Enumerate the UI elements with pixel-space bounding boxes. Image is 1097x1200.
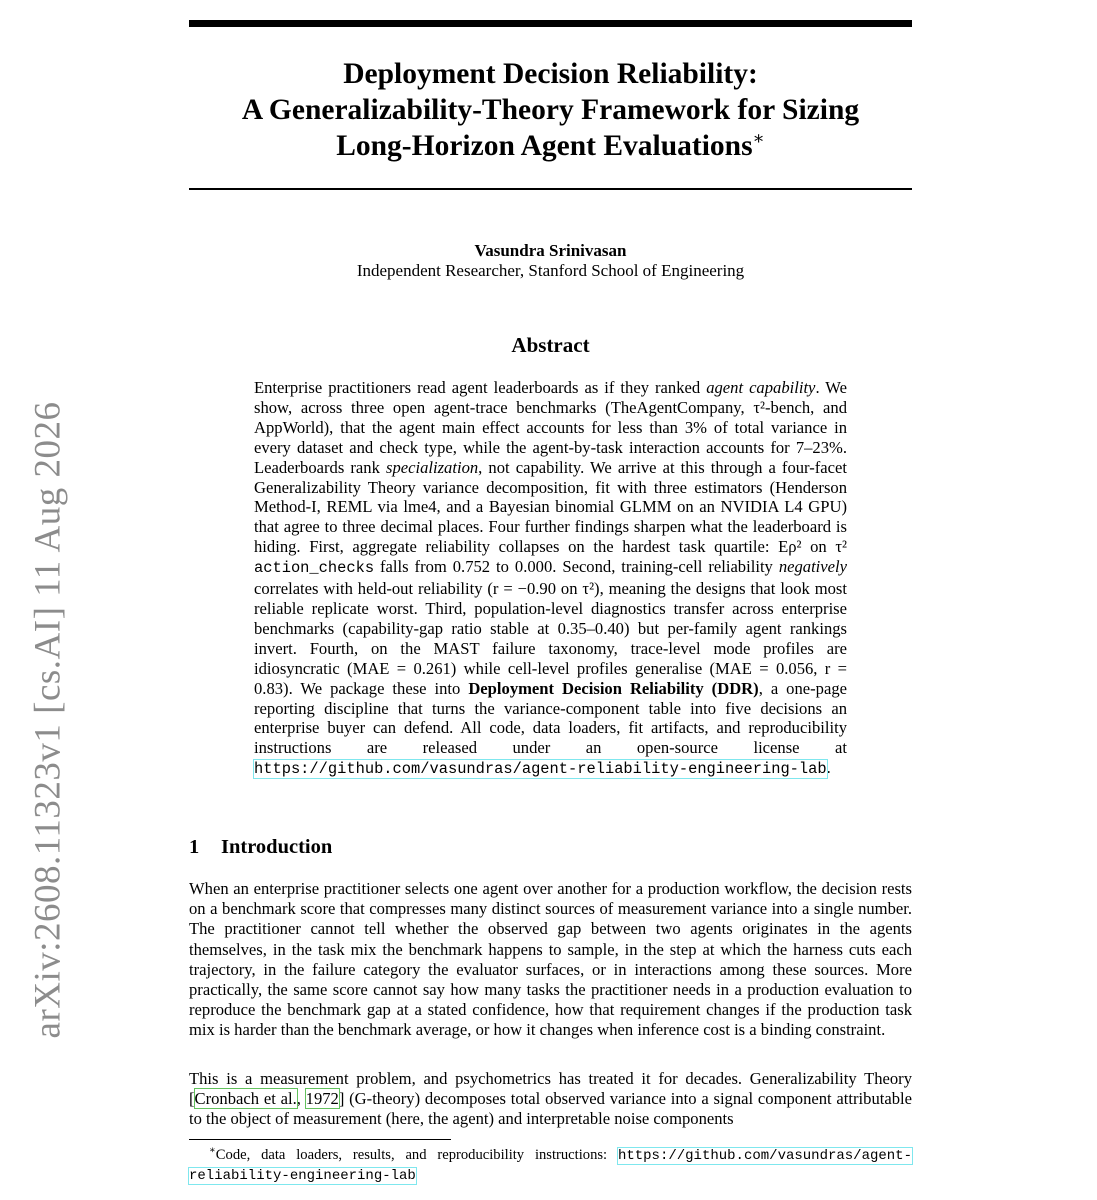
footnote-body: Code, data loaders, results, and reproducibility instructions: [215, 1146, 618, 1163]
abstract-emphasis: specialization [385, 457, 479, 477]
footnote-rule [189, 1139, 451, 1140]
abstract-heading: Abstract [511, 333, 590, 357]
paper-title [189, 56, 912, 164]
title-line-3 [189, 128, 912, 164]
intro-text: ] (G-theory) decomposes total observed variance into a signal component attributable to the object of measurement (here, the agent) and interpretable noise components [189, 1089, 912, 1129]
title-line-2: A Generalizability-Theory Framework for Sizing [241, 94, 860, 126]
abstract-text: Enterprise practitioners read agent leaderboards as if they ranked [254, 378, 707, 397]
footnote-text [189, 1141, 912, 1186]
intro-paragraph-2 [189, 1069, 912, 1130]
citation-author-link[interactable]: Cronbach et al. [194, 1089, 297, 1109]
abstract-text: . We show, across three open agent-trace benchmarks (TheAgentCompany, τ²-bench, and AppWorld), that the agent main effect accounts for less than 3% of total variance in every dataset and check type, while the agent-by-task interaction accounts for 7–23%. Leaderboards rank [254, 378, 847, 477]
title-bottom-rule [189, 188, 912, 190]
intro-paragraph-1 [189, 879, 912, 1041]
abstract-repo-link[interactable]: https://github.com/vasundras/agent-reliability-engineering-lab [254, 760, 827, 779]
section-number: 1 [189, 836, 200, 858]
abstract-code-term: action_checks [254, 559, 375, 578]
footnote-mark: ∗ [209, 1145, 216, 1156]
section-heading [189, 834, 912, 860]
intro-text: This is a measurement problem, and psychometrics has treated it for decades. Generalizability Theory [ [189, 1069, 912, 1109]
title-footnote-mark: ∗ [752, 128, 765, 148]
author-affiliation: Independent Researcher, Stanford School of Engineering [356, 261, 745, 280]
abstract-emphasis: agent capability [706, 378, 816, 397]
author-name: Vasundra Srinivasan [474, 241, 627, 260]
title-line-1: Deployment Decision Reliability: [343, 58, 758, 90]
citation-year-link[interactable]: 1972 [305, 1089, 339, 1109]
footnote-repo-link[interactable]: https://github.com/vasundras/agent-reliability-engineering-lab [189, 1147, 912, 1184]
title-line-3-text: Long-Horizon Agent Evaluations [336, 130, 753, 162]
abstract-text: correlates with held-out reliability (r = −0.90 on τ²), meaning the designs that look most reliable replicate worst. Third, population-level diagnostics transfer across enterprise benchmarks (capability-gap ratio stable at 0.35–0.40) but per-family agent rankings invert. Fourth, on the MAST failure taxonomy, trace-level mode profiles are idiosyncratic (MAE = 0.261) while cell-level profiles generalise (MAE = 0.056, r = 0.83). We package these into [254, 579, 847, 698]
abstract-text: falls from 0.752 to 0.000. Second, training-cell reliability [374, 557, 779, 577]
abstract-paragraph [254, 378, 847, 780]
intro-paragraph-2-text [189, 1069, 912, 1130]
abstract-body [254, 378, 847, 780]
abstract-text: , a one-page reporting discipline that turns the variance-component table into five decisions an enterprise buyer can defend. All code, data loaders, fit artifacts, and reproducibility instructions are released under an open-source license at [254, 678, 847, 758]
arxiv-identifier-stamp: arXiv:2608.11323v1 [cs.AI] 11 Aug 2026 [27, 401, 69, 1039]
abstract-emphasis: negatively [778, 557, 847, 577]
citation-separator: , [296, 1089, 306, 1109]
intro-paragraph-1-text: When an enterprise practitioner selects one agent over another for a production workflow, the decision rests on a benchmark score that compresses many distinct sources of measurement variance into a single number. The practitioner cannot tell whether the observed gap between two agents originates in the agents themselves, in the task mix the benchmark happens to sample, in the step at which the harness cuts each trajectory, in the failure category the evaluator surfaces, or in interactions among these sources. More practically, the same score cannot say how many tasks the practitioner needs in a production evaluation to reproduce the benchmark gap at a stated confidence, how that requirement changes if the production task mix is harder than the benchmark average, or how it changes when inference cost is a binding constraint. [189, 879, 912, 1040]
title-top-rule [189, 20, 912, 27]
abstract-text: , not capability. We arrive at this through a four-facet Generalizability Theory variance decomposition, fit with three estimators (Henderson Method-I, REML via lme4, and a Bayesian binomial GLMM on an NVIDIA L4 GPU) that agree to three decimal places. Four further findings sharpen what the leaderboard is hiding. First, aggregate reliability collapses on the hardest task quartile: Eρ² on τ² [254, 457, 848, 557]
footnote [189, 1141, 912, 1186]
abstract-bold-term: Deployment Decision Reliability (DDR) [468, 678, 759, 698]
section-title: Introduction [221, 836, 333, 858]
abstract-text: . [826, 758, 831, 778]
